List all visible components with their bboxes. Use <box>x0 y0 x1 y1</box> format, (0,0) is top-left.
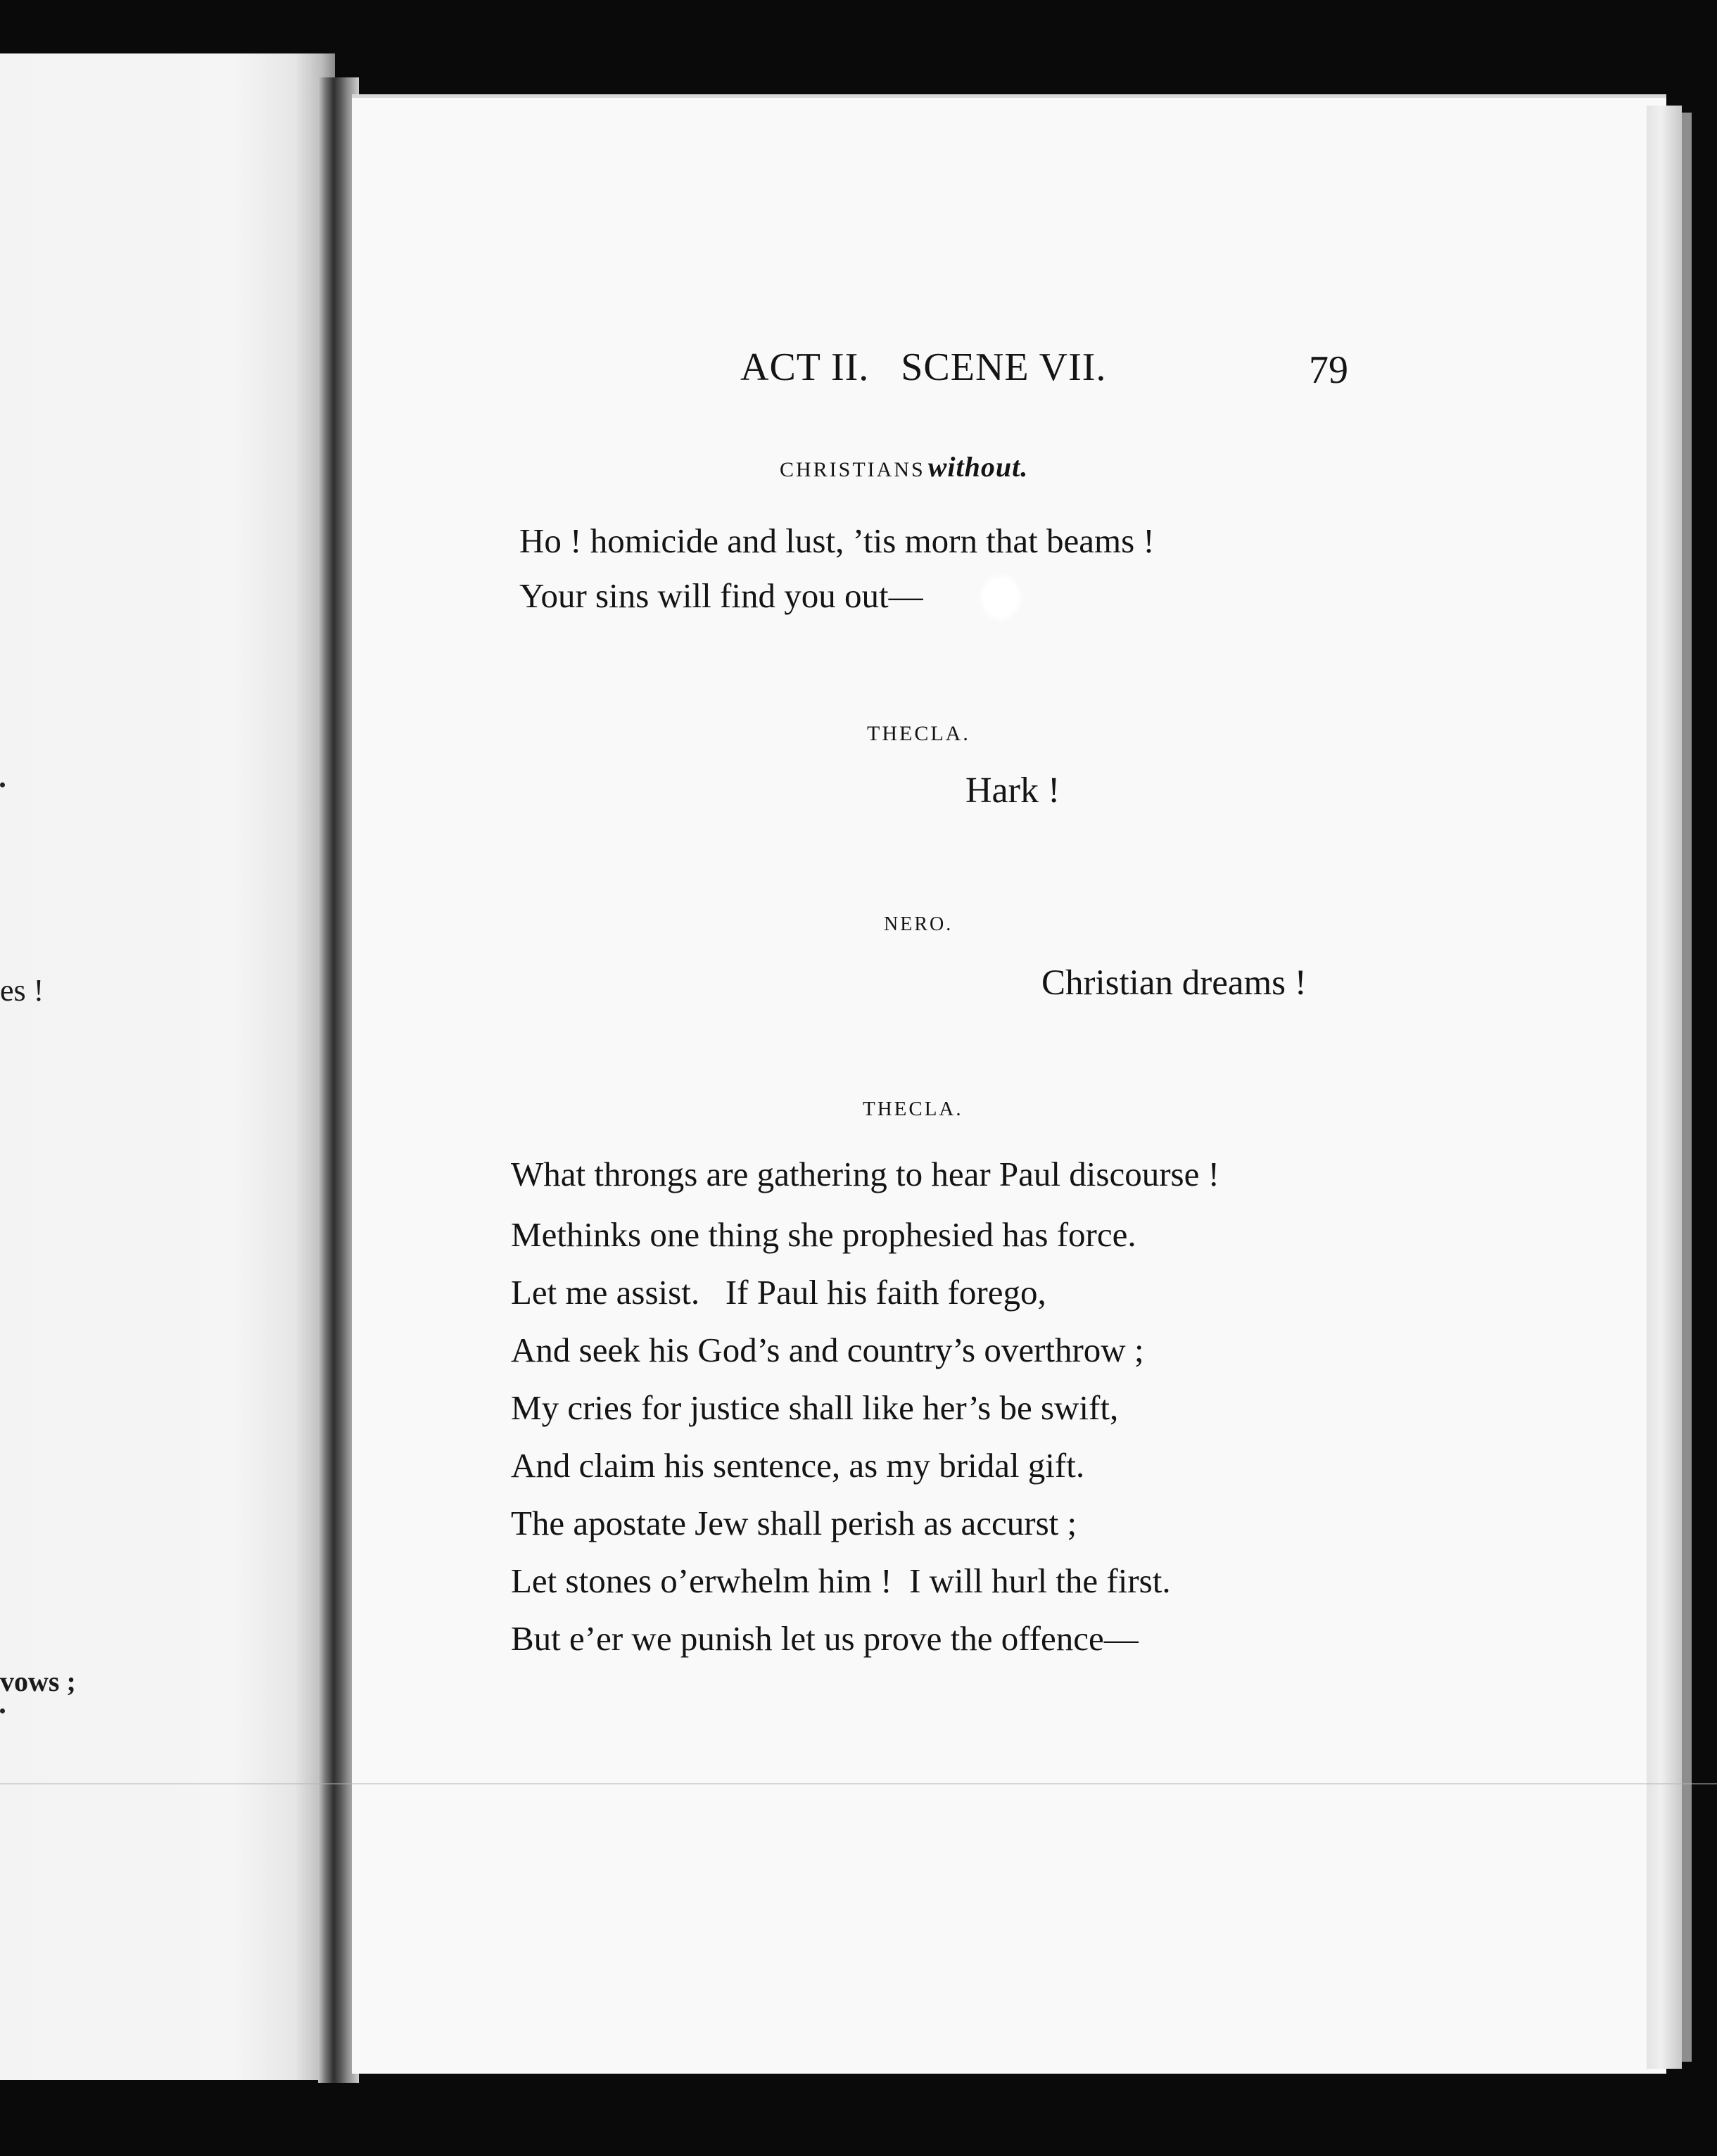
left-page-mark <box>0 782 5 787</box>
speaker-name: THECLA. <box>863 1098 963 1120</box>
verse-line: My cries for justice shall like her’s be swift, <box>511 1388 1119 1427</box>
scan-artifact-line <box>0 1783 1717 1784</box>
verse-line: The apostate Jew shall perish as accurst ; <box>511 1504 1077 1542</box>
page-edge <box>1647 106 1682 2069</box>
verse-line: And claim his sentence, as my bridal gift. <box>511 1446 1085 1485</box>
left-page-mark <box>0 1708 5 1713</box>
verse-line: Hark ! <box>965 771 1060 811</box>
verse-line: Let me assist. If Paul his faith forego, <box>511 1273 1046 1312</box>
verse-line: Ho ! homicide and lust, ’tis morn that beams ! <box>519 521 1155 560</box>
speaker-heading <box>780 450 1028 483</box>
verse-line: But e’er we punish let us prove the offence— <box>511 1619 1139 1658</box>
page-edge-shadow <box>1682 113 1692 2062</box>
verse-line: What throngs are gathering to hear Paul discourse ! <box>511 1155 1219 1193</box>
verse-line: Methinks one thing she prophesied has force. <box>511 1215 1136 1254</box>
speaker-name: CHRISTIANS <box>780 458 925 481</box>
verse-line: Let stones o’erwhelm him ! I will hurl the first. <box>511 1561 1171 1600</box>
page-number: 79 <box>1309 348 1348 392</box>
running-head: ACT II. SCENE VII. <box>740 345 1107 389</box>
speaker-name: THECLA. <box>867 722 970 745</box>
stage-direction: without. <box>927 451 1029 483</box>
paper-blemish <box>981 576 1020 619</box>
verse-line: And seek his God’s and country’s overthrow ; <box>511 1331 1144 1369</box>
left-page-fragment: vows ; <box>0 1666 76 1697</box>
left-page-fragment: es ! <box>0 973 44 1008</box>
verse-line: Christian dreams ! <box>1041 963 1307 1003</box>
right-page <box>352 94 1666 2074</box>
verse-line: Your sins will find you out— <box>519 576 923 615</box>
speaker-name: NERO. <box>884 913 953 935</box>
left-page <box>0 53 335 2080</box>
